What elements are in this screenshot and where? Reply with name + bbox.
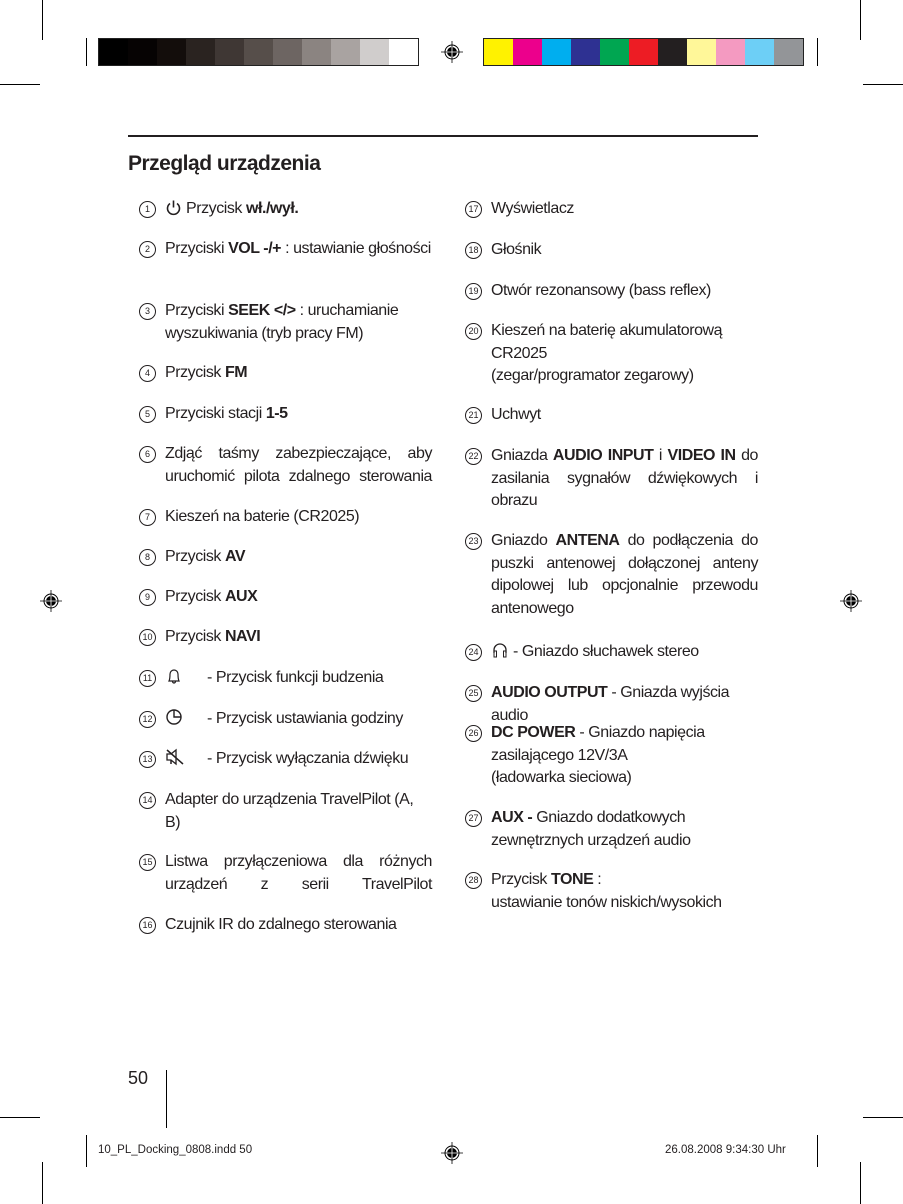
clock-icon	[165, 708, 203, 734]
color-swatch	[513, 39, 542, 65]
item-number-badge: 9	[139, 589, 156, 606]
item-text: do podłączenia do puszki antenowej dołączonej anteny dipolowej lub opcjonalnie przewodu antenowego	[491, 532, 758, 617]
list-item	[142, 789, 432, 834]
item-label-bold: FM	[224, 364, 248, 381]
item-number-badge: 8	[139, 549, 156, 566]
item-number-badge: 16	[139, 917, 156, 934]
item-text: Przyciski	[165, 302, 229, 319]
item-text: Przycisk	[165, 548, 225, 565]
list-item	[144, 300, 432, 345]
crop-mark	[817, 1135, 818, 1167]
item-number-badge: 23	[465, 533, 482, 550]
color-swatch	[716, 39, 745, 65]
item-number-badge: 21	[465, 407, 482, 424]
item-number-badge: 28	[465, 872, 482, 889]
item-number-badge: 22	[465, 448, 482, 465]
item-label-bold: VIDEO IN	[667, 447, 736, 464]
crop-mark	[0, 84, 40, 85]
crop-mark	[863, 84, 903, 85]
list-item	[144, 546, 432, 569]
item-text: ustawianie tonów niskich/wysokich	[491, 893, 722, 911]
item-text: : uruchamianie wyszukiwania (tryb pracy FM)	[165, 302, 399, 342]
color-swatch	[215, 39, 244, 65]
item-text: Przycisk	[165, 364, 225, 381]
mute-icon	[165, 748, 203, 774]
item-text: i	[653, 447, 668, 464]
color-swatch	[571, 39, 600, 65]
crop-mark	[86, 1135, 87, 1167]
registration-mark-icon	[840, 590, 862, 612]
color-swatch	[389, 39, 418, 65]
item-text: Gniazda	[491, 447, 553, 464]
list-item	[468, 869, 758, 914]
color-swatch	[360, 39, 389, 65]
header-rule	[128, 135, 758, 137]
item-text: - Przycisk ustawiania godziny	[207, 710, 403, 727]
color-swatch	[687, 39, 716, 65]
item-text: Przyciski	[165, 240, 229, 257]
color-swatch	[157, 39, 186, 65]
list-item	[468, 320, 758, 388]
list-item	[142, 708, 432, 734]
color-swatch	[658, 39, 687, 65]
color-swatch	[273, 39, 302, 65]
item-number-badge: 17	[465, 201, 482, 218]
list-item	[468, 198, 758, 221]
color-swatch	[542, 39, 571, 65]
list-item	[144, 506, 432, 529]
item-text: :	[593, 871, 602, 888]
crop-mark	[863, 1117, 903, 1118]
list-item	[468, 682, 758, 727]
footer-file: 10_PL_Docking_0808.indd 50	[98, 1144, 253, 1156]
crop-mark	[42, 0, 43, 40]
list-item	[468, 404, 758, 427]
item-text: Przycisk	[186, 200, 246, 217]
item-label-bold: VOL -/+	[228, 240, 282, 257]
crop-mark	[860, 0, 861, 40]
item-text: Gniazdo dodatkowych zewnętrznych urządzeń audio	[491, 809, 691, 849]
list-item	[144, 362, 432, 385]
item-label-bold: TONE	[550, 871, 594, 888]
color-swatch	[331, 39, 360, 65]
item-label-bold: NAVI	[224, 628, 261, 645]
item-text: Przycisk	[165, 628, 225, 645]
item-label-bold: wł./wył.	[245, 200, 299, 217]
item-text: Kieszeń na baterię akumulatorową CR2025	[491, 322, 723, 362]
list-item	[144, 238, 432, 261]
item-number-badge: 6	[139, 446, 156, 463]
list-item	[468, 722, 758, 790]
list-item	[468, 641, 758, 667]
item-text: - Gniazdo słuchawek stereo	[513, 643, 699, 660]
list-item	[144, 198, 432, 224]
item-label-bold: AUX -	[491, 809, 533, 826]
item-label-bold: AUDIO OUTPUT	[491, 684, 608, 701]
item-text: - Gniazdo napięcia zasilającego 12V/3A	[491, 724, 705, 764]
page-margin-line	[166, 1070, 167, 1128]
color-calibration-bar	[483, 38, 804, 66]
crop-mark	[86, 38, 87, 66]
headphones-icon	[491, 641, 509, 667]
list-item	[144, 403, 432, 426]
color-swatch	[244, 39, 273, 65]
item-number-badge: 19	[465, 283, 482, 300]
color-swatch	[186, 39, 215, 65]
item-text: Otwór rezonansowy (bass reflex)	[491, 282, 711, 299]
item-number-badge: 7	[139, 509, 156, 526]
color-swatch	[484, 39, 513, 65]
registration-mark-icon	[441, 41, 463, 63]
item-number-badge: 13	[139, 751, 156, 768]
item-number-badge: 11	[139, 670, 156, 687]
item-label-bold: AV	[224, 548, 246, 565]
item-label-bold: SEEK </>	[228, 302, 296, 319]
list-item	[144, 586, 432, 609]
item-text: Listwa przyłączeniowa dla różnych urządzeń z serii TravelPilot	[165, 853, 432, 893]
item-number-badge: 2	[139, 241, 156, 258]
item-number-badge: 1	[139, 201, 156, 218]
list-item	[142, 748, 432, 774]
page-number: 50	[128, 1068, 149, 1088]
item-text: Przycisk	[491, 871, 551, 888]
item-label-bold: DC POWER	[491, 724, 576, 741]
item-text: Uchwyt	[491, 406, 541, 423]
item-label-bold: ANTENA	[555, 532, 620, 549]
item-label-bold: AUX	[224, 588, 258, 605]
item-text: Głośnik	[491, 241, 542, 258]
item-number-badge: 4	[139, 365, 156, 382]
registration-mark-icon	[441, 1142, 463, 1164]
item-text: Czujnik IR do zdalnego sterowania	[165, 916, 397, 933]
list-item	[142, 667, 432, 693]
color-swatch	[774, 39, 803, 65]
list-item	[468, 807, 758, 852]
color-swatch	[128, 39, 157, 65]
crop-mark	[817, 38, 818, 66]
item-text: - Przycisk funkcji budzenia	[207, 669, 384, 686]
item-text: Wyświetlacz	[491, 200, 574, 217]
grayscale-calibration-bar	[98, 38, 419, 66]
item-text: (zegar/programator zegarowy)	[491, 367, 694, 384]
item-text: Przycisk	[165, 588, 225, 605]
item-label-bold: AUDIO INPUT	[552, 447, 654, 464]
list-item	[144, 443, 432, 511]
color-swatch	[600, 39, 629, 65]
list-item	[468, 445, 758, 535]
item-number-badge: 5	[139, 406, 156, 423]
crop-mark	[42, 1162, 43, 1204]
list-item	[142, 626, 432, 649]
crop-mark	[0, 1117, 40, 1118]
item-number-badge: 10	[139, 629, 156, 646]
item-text: - Gniazda wyjścia audio	[491, 684, 730, 724]
item-text: - Przycisk wyłączania dźwięku	[207, 750, 409, 767]
item-text: Adapter do urządzenia TravelPilot (A, B)	[165, 791, 414, 831]
item-text: Zdjąć taśmy zabezpieczające, aby uruchomić pilota zdalnego sterowania	[165, 445, 432, 485]
item-text: Kieszeń na baterie (CR2025)	[165, 508, 360, 525]
footer-date: 26.08.2008 9:34:30 Uhr	[665, 1144, 786, 1156]
color-swatch	[629, 39, 658, 65]
item-label-bold: 1-5	[265, 405, 288, 422]
list-item	[468, 280, 758, 303]
list-item	[468, 239, 758, 262]
item-number-badge: 15	[139, 854, 156, 871]
power-icon	[165, 199, 182, 224]
item-number-badge: 18	[465, 242, 482, 259]
item-text: Przyciski stacji	[165, 405, 266, 422]
list-item	[468, 530, 758, 643]
color-swatch	[99, 39, 128, 65]
list-item	[142, 851, 432, 919]
page-title: Przegląd urządzenia	[128, 152, 321, 175]
color-swatch	[745, 39, 774, 65]
crop-mark	[860, 1162, 861, 1204]
item-number-badge: 26	[465, 725, 482, 742]
item-number-badge: 27	[465, 810, 482, 827]
item-number-badge: 20	[465, 323, 482, 340]
registration-mark-icon	[40, 590, 62, 612]
item-number-badge: 3	[139, 303, 156, 320]
item-text: Gniazdo	[491, 532, 556, 549]
item-number-badge: 24	[465, 644, 482, 661]
item-number-badge: 12	[139, 711, 156, 728]
bell-icon	[165, 667, 203, 693]
color-swatch	[302, 39, 331, 65]
item-number-badge: 14	[139, 792, 156, 809]
item-text: : ustawianie głośności	[281, 240, 431, 257]
item-text: (ładowarka sieciowa)	[491, 769, 632, 786]
item-number-badge: 25	[465, 685, 482, 702]
item-text: do zasilania sygnałów dźwiękowych i obrazu	[491, 447, 758, 509]
list-item	[142, 914, 432, 937]
